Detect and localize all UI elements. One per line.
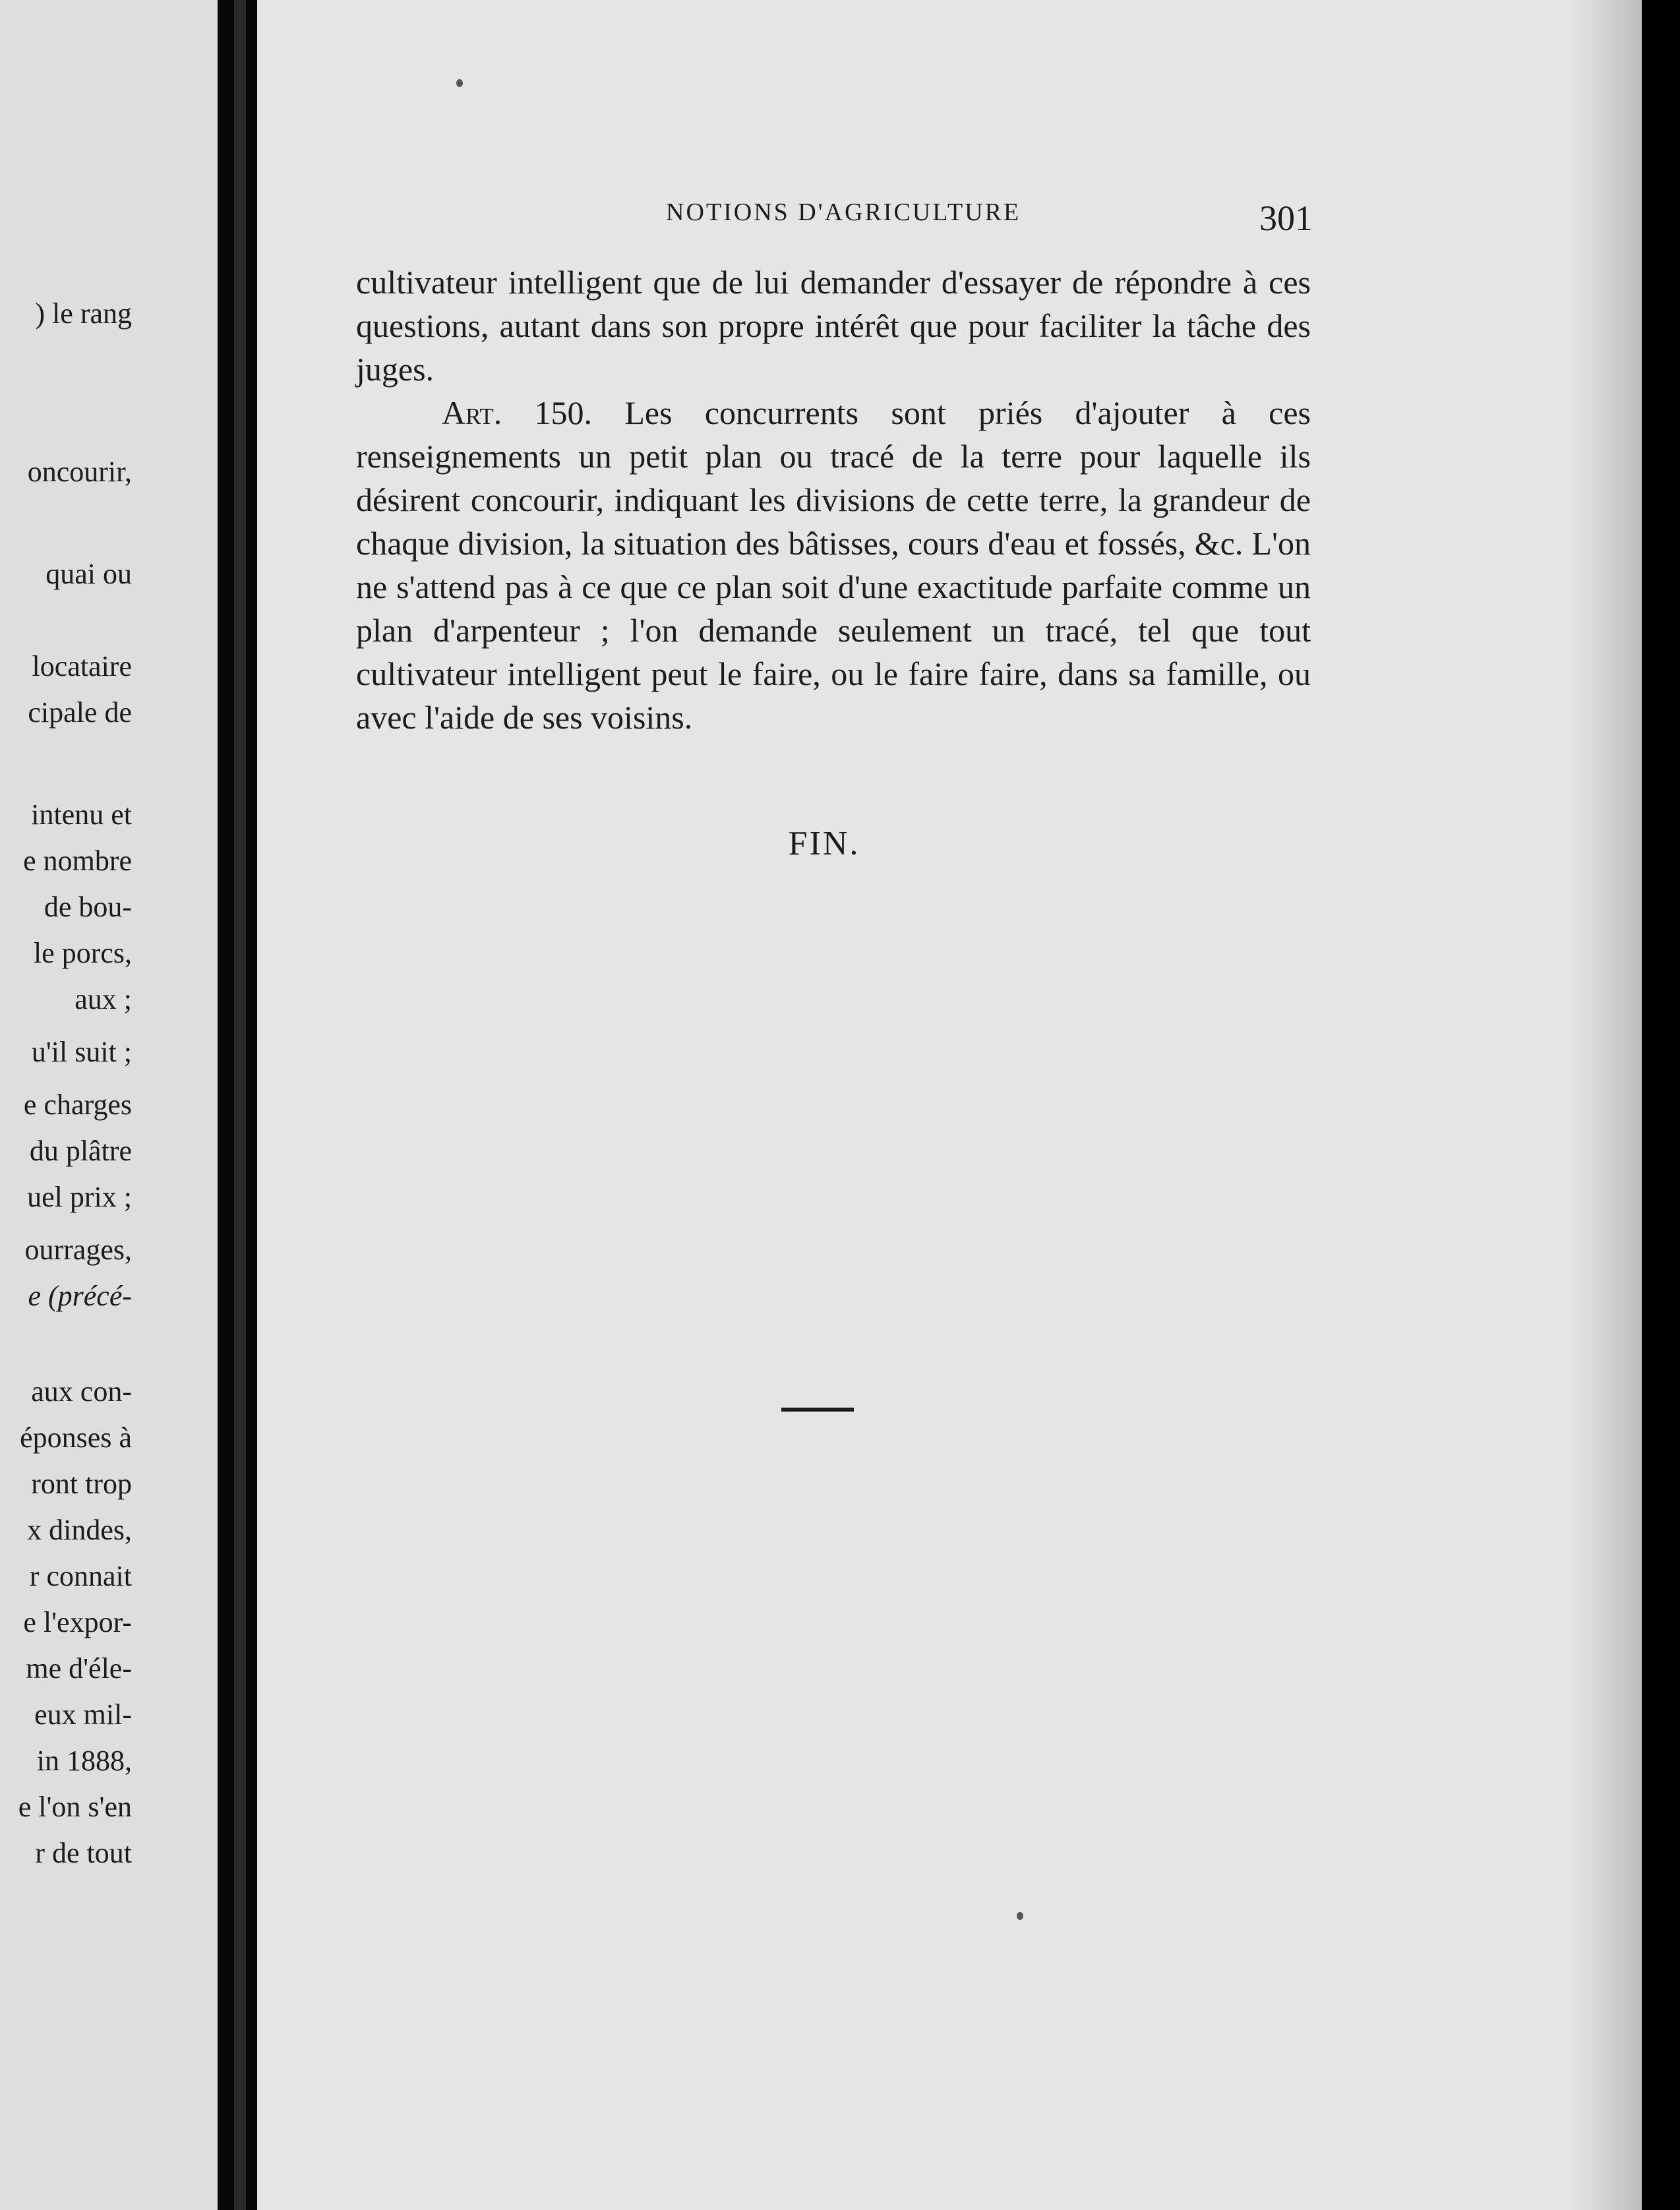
closing-rule xyxy=(781,1408,854,1412)
end-marker: FIN. xyxy=(788,825,860,862)
left-line: oncourir, xyxy=(27,456,132,488)
left-line: in 1888, xyxy=(36,1745,132,1777)
article-150-paragraph xyxy=(356,391,1311,739)
article-label: Art. 150. xyxy=(442,394,593,431)
left-line: le porcs, xyxy=(33,937,132,969)
running-head: NOTIONS D'AGRICULTURE xyxy=(666,198,1021,226)
left-line: e nombre xyxy=(23,845,132,877)
page-number: 301 xyxy=(1259,198,1313,238)
left-line: intenu et xyxy=(31,798,132,831)
left-line: me d'éle- xyxy=(26,1652,132,1685)
left-page-fragment xyxy=(0,0,218,2210)
left-line: r connait xyxy=(29,1560,132,1592)
left-line: du plâtre xyxy=(29,1135,132,1167)
left-line: ourrages, xyxy=(24,1234,132,1266)
left-line: eux mil- xyxy=(34,1698,132,1731)
left-line: e charges xyxy=(23,1089,132,1121)
left-line: aux ; xyxy=(75,983,132,1015)
paper-speck xyxy=(1017,1912,1023,1920)
scan-border xyxy=(1642,0,1680,2210)
left-line: u'il suit ; xyxy=(31,1036,132,1068)
page-edge-shade xyxy=(1569,0,1642,2210)
left-line: x dindes, xyxy=(27,1514,132,1546)
left-line: locataire xyxy=(32,650,132,682)
left-line: e (précé- xyxy=(28,1280,132,1312)
left-line: e l'on s'en xyxy=(18,1791,132,1823)
right-page xyxy=(257,0,1642,2210)
left-line: de bou- xyxy=(44,891,132,923)
left-line: aux con- xyxy=(31,1375,132,1408)
left-line: cipale de xyxy=(28,696,132,729)
body-text xyxy=(356,260,1311,739)
left-line: r de tout xyxy=(35,1837,132,1869)
left-line: éponses à xyxy=(20,1421,132,1454)
left-line: ) le rang xyxy=(35,297,132,330)
gutter-shadow xyxy=(234,0,246,2210)
left-line: uel prix ; xyxy=(27,1181,132,1213)
paper-speck xyxy=(456,79,463,87)
left-line: quai ou xyxy=(45,558,132,590)
left-line: e l'expor- xyxy=(23,1606,132,1638)
left-line: ront trop xyxy=(31,1468,132,1500)
article-text: Les concurrents sont priés d'ajouter à ces renseignements un petit plan ou tracé de la terre pour laquelle ils désirent concourir, indiquant les divisions de cette terre, la grandeur de chaque division, la situation des bâtisses, cours d'eau et fossés, &c. L'on ne s'attend pas à ce que ce plan soit d'une exactitude parfaite comme un plan d'arpenteur ; l'on demande seulement un tracé, tel que tout cultivateur intelligent peut le faire, ou le faire faire, dans sa famille, ou avec l'aide de ses voisins. xyxy=(356,394,1311,736)
paragraph-continuation: cultivateur intelligent que de lui demander d'essayer de répondre à ces questions, autant dans son propre intérêt que pour faciliter la tâche des juges. xyxy=(356,264,1311,388)
